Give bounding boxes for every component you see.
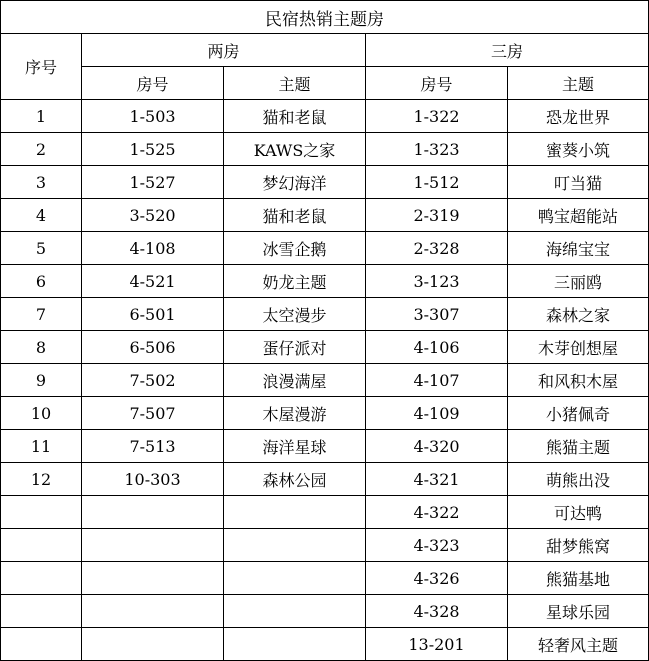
two-room-number-cell [82,562,224,595]
two-room-number-cell [82,595,224,628]
three-room-number-cell: 2-328 [366,232,508,265]
three-room-number-cell: 4-322 [366,496,508,529]
three-room-theme-cell: 熊猫基地 [508,562,649,595]
three-room-number-cell: 4-106 [366,331,508,364]
three-room-theme-cell: 森林之家 [508,298,649,331]
seq-header: 序号 [1,34,82,100]
two-room-theme-cell [224,595,366,628]
two-room-number-cell: 6-506 [82,331,224,364]
three-room-number-cell: 4-107 [366,364,508,397]
seq-cell: 3 [1,166,82,199]
three-room-theme-cell: 蜜葵小筑 [508,133,649,166]
title-row [1,1,649,34]
three-room-theme-cell: 轻奢风主题 [508,628,649,661]
three-room-number-cell: 1-323 [366,133,508,166]
seq-cell: 12 [1,463,82,496]
table-row [1,529,649,562]
two-room-theme-cell [224,562,366,595]
three-room-number-cell: 4-321 [366,463,508,496]
seq-cell [1,562,82,595]
seq-cell: 1 [1,100,82,133]
three-room-theme-cell: 鸭宝超能站 [508,199,649,232]
two-room-number-cell: 1-525 [82,133,224,166]
table-row [1,562,649,595]
three-room-number-cell: 2-319 [366,199,508,232]
seq-cell: 10 [1,397,82,430]
two-room-theme-cell: 森林公园 [224,463,366,496]
two-room-theme-cell: 奶龙主题 [224,265,366,298]
three-room-theme-header: 主题 [508,67,649,100]
two-room-number-cell: 4-108 [82,232,224,265]
three-room-theme-cell: 恐龙世界 [508,100,649,133]
table-title: 民宿热销主题房 [1,1,649,34]
two-room-group-header: 两房 [82,34,366,67]
table-row [1,265,649,298]
two-room-number-cell: 1-527 [82,166,224,199]
seq-cell: 7 [1,298,82,331]
seq-cell [1,595,82,628]
two-room-theme-cell: 浪漫满屋 [224,364,366,397]
three-room-theme-cell: 叮当猫 [508,166,649,199]
three-room-number-cell: 13-201 [366,628,508,661]
two-room-number-cell: 6-501 [82,298,224,331]
table-row [1,166,649,199]
two-room-number-cell: 1-503 [82,100,224,133]
three-room-theme-cell: 海绵宝宝 [508,232,649,265]
three-room-number-cell: 1-512 [366,166,508,199]
two-room-theme-cell [224,529,366,562]
table-row [1,397,649,430]
three-room-theme-cell: 熊猫主题 [508,430,649,463]
group-header-row [1,34,649,67]
three-room-theme-cell: 和风积木屋 [508,364,649,397]
seq-cell: 11 [1,430,82,463]
seq-cell: 9 [1,364,82,397]
three-room-number-cell: 3-307 [366,298,508,331]
two-room-theme-cell: KAWS之家 [224,133,366,166]
seq-cell: 2 [1,133,82,166]
seq-cell [1,496,82,529]
two-room-number-cell: 10-303 [82,463,224,496]
seq-cell: 8 [1,331,82,364]
three-room-theme-cell: 甜梦熊窝 [508,529,649,562]
two-room-theme-cell: 太空漫步 [224,298,366,331]
two-room-theme-cell: 海洋星球 [224,430,366,463]
two-room-theme-cell [224,496,366,529]
two-room-number-cell: 7-513 [82,430,224,463]
seq-cell: 4 [1,199,82,232]
three-room-theme-cell: 小猪佩奇 [508,397,649,430]
two-room-number-cell: 7-507 [82,397,224,430]
two-room-number-cell: 3-520 [82,199,224,232]
table-row [1,364,649,397]
two-room-theme-cell [224,628,366,661]
table-row [1,199,649,232]
table-row [1,628,649,661]
three-room-theme-cell: 木芽创想屋 [508,331,649,364]
three-room-theme-cell: 星球乐园 [508,595,649,628]
table-row [1,133,649,166]
seq-cell: 5 [1,232,82,265]
three-room-number-header: 房号 [366,67,508,100]
table-row [1,298,649,331]
table-row [1,463,649,496]
two-room-number-cell: 7-502 [82,364,224,397]
three-room-number-cell: 4-320 [366,430,508,463]
seq-cell [1,628,82,661]
column-header-row [1,67,649,100]
two-room-number-cell [82,628,224,661]
two-room-number-cell [82,496,224,529]
two-room-theme-header: 主题 [224,67,366,100]
two-room-number-header: 房号 [82,67,224,100]
two-room-theme-cell: 梦幻海洋 [224,166,366,199]
two-room-theme-cell: 猫和老鼠 [224,199,366,232]
table-row [1,100,649,133]
two-room-number-cell [82,529,224,562]
three-room-number-cell: 4-323 [366,529,508,562]
two-room-theme-cell: 木屋漫游 [224,397,366,430]
three-room-number-cell: 4-109 [366,397,508,430]
table-row [1,232,649,265]
two-room-number-cell: 4-521 [82,265,224,298]
three-room-number-cell: 3-123 [366,265,508,298]
two-room-theme-cell: 冰雪企鹅 [224,232,366,265]
table-row [1,496,649,529]
three-room-number-cell: 4-326 [366,562,508,595]
three-room-theme-cell: 三丽鸥 [508,265,649,298]
two-room-theme-cell: 猫和老鼠 [224,100,366,133]
three-room-number-cell: 1-322 [366,100,508,133]
two-room-theme-cell: 蛋仔派对 [224,331,366,364]
table-row [1,430,649,463]
seq-cell [1,529,82,562]
three-room-theme-cell: 可达鸭 [508,496,649,529]
three-room-number-cell: 4-328 [366,595,508,628]
three-room-theme-cell: 萌熊出没 [508,463,649,496]
seq-cell: 6 [1,265,82,298]
table-row [1,331,649,364]
three-room-group-header: 三房 [366,34,649,67]
table-row [1,595,649,628]
